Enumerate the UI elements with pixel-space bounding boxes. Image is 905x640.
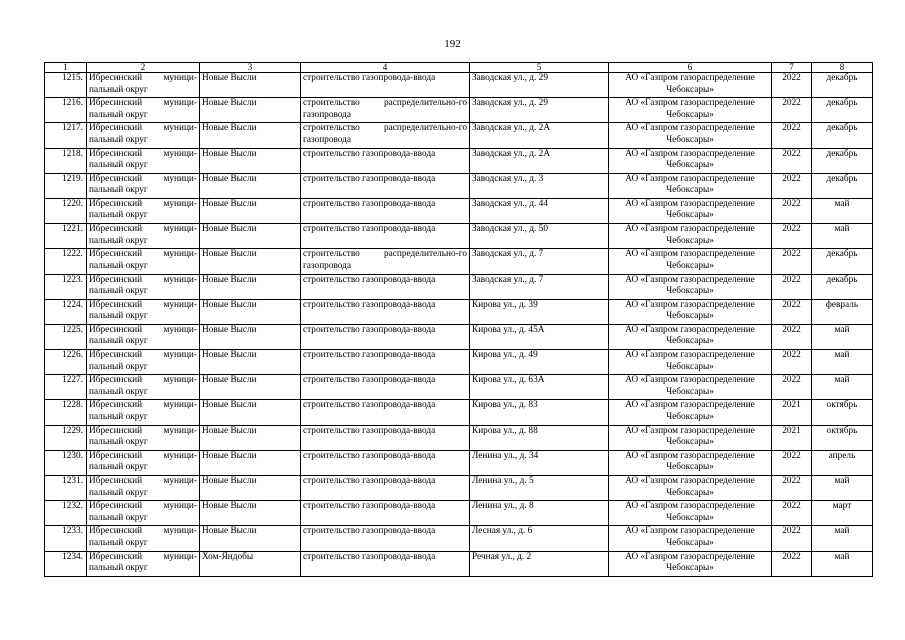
month-cell: май <box>812 551 873 576</box>
municipality-cell <box>87 350 200 375</box>
row-number: 1219. <box>45 173 87 198</box>
municipality-line-1: Ибресинский муници- <box>89 526 197 537</box>
year-cell: 2022 <box>772 249 812 274</box>
table-row <box>45 400 873 425</box>
settlement-cell: Новые Высли <box>200 476 301 501</box>
year-cell: 2022 <box>772 476 812 501</box>
row-number: 1215. <box>45 73 87 98</box>
municipality-cell <box>87 299 200 324</box>
month-cell: май <box>812 526 873 551</box>
table-row <box>45 551 873 576</box>
organization-cell: АО «Газпром газораспределение Чебоксары» <box>609 173 772 198</box>
address-cell: Заводская ул., д. 2А <box>470 123 609 148</box>
gas-works-table <box>44 62 873 577</box>
settlement-cell: Новые Высли <box>200 98 301 123</box>
row-number: 1225. <box>45 324 87 349</box>
address-cell: Кирова ул., д. 49 <box>470 350 609 375</box>
table-row <box>45 476 873 501</box>
month-cell: май <box>812 375 873 400</box>
row-number: 1221. <box>45 224 87 249</box>
month-cell: март <box>812 501 873 526</box>
work-type-cell: строительство газопровода-ввода <box>301 476 470 501</box>
table-row <box>45 198 873 223</box>
organization-cell: АО «Газпром газораспределение Чебоксары» <box>609 98 772 123</box>
organization-cell: АО «Газпром газораспределение Чебоксары» <box>609 198 772 223</box>
year-cell: 2022 <box>772 173 812 198</box>
municipality-cell <box>87 375 200 400</box>
municipality-line-1: Ибресинский муници- <box>89 274 197 285</box>
table-row <box>45 375 873 400</box>
municipality-cell <box>87 501 200 526</box>
municipality-cell <box>87 148 200 173</box>
organization-cell: АО «Газпром газораспределение Чебоксары» <box>609 375 772 400</box>
month-cell: декабрь <box>812 123 873 148</box>
month-cell: декабрь <box>812 73 873 98</box>
month-cell: декабрь <box>812 274 873 299</box>
municipality-line-1: Ибресинский муници- <box>89 450 197 461</box>
row-number: 1234. <box>45 551 87 576</box>
municipality-line-1: Ибресинский муници- <box>89 198 197 209</box>
address-cell: Ленина ул., д. 34 <box>470 450 609 475</box>
settlement-cell: Новые Высли <box>200 73 301 98</box>
settlement-cell: Новые Высли <box>200 274 301 299</box>
settlement-cell: Новые Высли <box>200 501 301 526</box>
municipality-line-2: пальный округ <box>89 260 148 271</box>
settlement-cell: Новые Высли <box>200 148 301 173</box>
work-type-cell: строительство распределительно-го газопровода <box>301 98 470 123</box>
year-cell: 2021 <box>772 400 812 425</box>
municipality-line-1: Ибресинский муници- <box>89 98 197 109</box>
address-cell: Кирова ул., д. 45А <box>470 324 609 349</box>
organization-cell: АО «Газпром газораспределение Чебоксары» <box>609 476 772 501</box>
municipality-cell <box>87 476 200 501</box>
address-cell: Заводская ул., д. 2А <box>470 148 609 173</box>
municipality-line-2: пальный округ <box>89 109 148 120</box>
address-cell: Лесная ул., д. 6 <box>470 526 609 551</box>
municipality-line-2: пальный округ <box>89 462 148 473</box>
organization-cell: АО «Газпром газораспределение Чебоксары» <box>609 526 772 551</box>
address-cell: Кирова ул., д. 39 <box>470 299 609 324</box>
row-number: 1233. <box>45 526 87 551</box>
month-cell: апрель <box>812 450 873 475</box>
year-cell: 2022 <box>772 551 812 576</box>
work-type-cell: строительство газопровода-ввода <box>301 551 470 576</box>
table-row <box>45 324 873 349</box>
month-cell: октябрь <box>812 400 873 425</box>
municipality-line-2: пальный округ <box>89 512 148 523</box>
address-cell: Заводская ул., д. 29 <box>470 98 609 123</box>
municipality-line-2: пальный округ <box>89 235 148 246</box>
address-cell: Заводская ул., д. 29 <box>470 73 609 98</box>
year-cell: 2022 <box>772 148 812 173</box>
row-number: 1231. <box>45 476 87 501</box>
municipality-line-1: Ибресинский муници- <box>89 249 197 260</box>
row-number: 1218. <box>45 148 87 173</box>
month-cell: май <box>812 350 873 375</box>
table-row <box>45 98 873 123</box>
municipality-line-2: пальный округ <box>89 286 148 296</box>
work-type-cell: строительство распределительно-го газопровода <box>301 249 470 274</box>
organization-cell: АО «Газпром газораспределение Чебоксары» <box>609 224 772 249</box>
municipality-line-1: Ибресинский муници- <box>89 350 197 361</box>
municipality-line-2: пальный округ <box>89 185 148 196</box>
address-cell: Заводская ул., д. 7 <box>470 274 609 299</box>
municipality-cell <box>87 224 200 249</box>
work-type-cell: строительство газопровода-ввода <box>301 400 470 425</box>
month-cell: май <box>812 198 873 223</box>
year-cell: 2022 <box>772 450 812 475</box>
municipality-cell <box>87 73 200 98</box>
column-header: 7 <box>772 63 812 73</box>
municipality-cell <box>87 400 200 425</box>
municipality-cell <box>87 450 200 475</box>
municipality-line-2: пальный округ <box>89 160 148 171</box>
year-cell: 2021 <box>772 425 812 450</box>
organization-cell: АО «Газпром газораспределение Чебоксары» <box>609 400 772 425</box>
municipality-cell <box>87 249 200 274</box>
row-number: 1223. <box>45 274 87 299</box>
settlement-cell: Новые Высли <box>200 123 301 148</box>
year-cell: 2022 <box>772 324 812 349</box>
municipality-line-1: Ибресинский муници- <box>89 551 197 562</box>
row-number: 1224. <box>45 299 87 324</box>
month-cell: декабрь <box>812 173 873 198</box>
address-cell: Заводская ул., д. 7 <box>470 249 609 274</box>
table-row <box>45 425 873 450</box>
year-cell: 2022 <box>772 299 812 324</box>
municipality-line-1: Ибресинский муници- <box>89 375 197 386</box>
row-number: 1227. <box>45 375 87 400</box>
row-number: 1222. <box>45 249 87 274</box>
work-type-cell: строительство газопровода-ввода <box>301 173 470 198</box>
work-type-cell: строительство газопровода-ввода <box>301 450 470 475</box>
municipality-line-2: пальный округ <box>89 361 148 372</box>
address-cell: Кирова ул., д. 88 <box>470 425 609 450</box>
table-row <box>45 501 873 526</box>
column-header: 2 <box>87 63 200 73</box>
work-type-cell: строительство газопровода-ввода <box>301 425 470 450</box>
municipality-line-1: Ибресинский муници- <box>89 476 197 486</box>
month-cell: декабрь <box>812 249 873 274</box>
municipality-cell <box>87 425 200 450</box>
work-type-cell: строительство распределительно-го газопровода <box>301 123 470 148</box>
municipality-cell <box>87 551 200 576</box>
row-number: 1229. <box>45 425 87 450</box>
municipality-line-2: пальный округ <box>89 134 148 145</box>
row-number: 1220. <box>45 198 87 223</box>
column-header: 6 <box>609 63 772 73</box>
month-cell: октябрь <box>812 425 873 450</box>
municipality-line-1: Ибресинский муници- <box>89 299 197 310</box>
settlement-cell: Новые Высли <box>200 198 301 223</box>
municipality-line-2: пальный округ <box>89 84 148 95</box>
table-row <box>45 224 873 249</box>
settlement-cell: Хом-Яндобы <box>200 551 301 576</box>
municipality-cell <box>87 123 200 148</box>
month-cell: декабрь <box>812 98 873 123</box>
year-cell: 2022 <box>772 350 812 375</box>
table-row <box>45 350 873 375</box>
address-cell: Кирова ул., д. 83 <box>470 400 609 425</box>
settlement-cell: Новые Высли <box>200 450 301 475</box>
municipality-cell <box>87 198 200 223</box>
municipality-line-2: пальный округ <box>89 311 148 322</box>
settlement-cell: Новые Высли <box>200 324 301 349</box>
municipality-cell <box>87 98 200 123</box>
table-row <box>45 526 873 551</box>
table-row <box>45 173 873 198</box>
header-row <box>45 63 873 73</box>
organization-cell: АО «Газпром газораспределение Чебоксары» <box>609 123 772 148</box>
address-cell: Ленина ул., д. 8 <box>470 501 609 526</box>
work-type-cell: строительство газопровода-ввода <box>301 274 470 299</box>
work-type-cell: строительство газопровода-ввода <box>301 526 470 551</box>
municipality-cell <box>87 274 200 299</box>
settlement-cell: Новые Высли <box>200 299 301 324</box>
work-type-cell: строительство газопровода-ввода <box>301 73 470 98</box>
organization-cell: АО «Газпром газораспределение Чебоксары» <box>609 148 772 173</box>
work-type-cell: строительство газопровода-ввода <box>301 148 470 173</box>
municipality-line-2: пальный округ <box>89 210 148 221</box>
municipality-line-2: пальный округ <box>89 437 148 448</box>
table-row <box>45 299 873 324</box>
column-header: 5 <box>470 63 609 73</box>
organization-cell: АО «Газпром газораспределение Чебоксары» <box>609 501 772 526</box>
municipality-line-2: пальный округ <box>89 563 148 574</box>
address-cell: Заводская ул., д. 3 <box>470 173 609 198</box>
year-cell: 2022 <box>772 198 812 223</box>
table-row <box>45 73 873 98</box>
municipality-line-2: пальный округ <box>89 386 148 397</box>
municipality-line-1: Ибресинский муници- <box>89 73 197 83</box>
settlement-cell: Новые Высли <box>200 526 301 551</box>
work-type-cell: строительство газопровода-ввода <box>301 375 470 400</box>
municipality-line-1: Ибресинский муници- <box>89 224 197 235</box>
organization-cell: АО «Газпром газораспределение Чебоксары» <box>609 450 772 475</box>
address-cell: Речная ул., д. 2 <box>470 551 609 576</box>
municipality-line-1: Ибресинский муници- <box>89 425 197 436</box>
organization-cell: АО «Газпром газораспределение Чебоксары» <box>609 249 772 274</box>
municipality-line-2: пальный округ <box>89 537 148 548</box>
municipality-line-1: Ибресинский муници- <box>89 400 197 411</box>
month-cell: декабрь <box>812 148 873 173</box>
organization-cell: АО «Газпром газораспределение Чебоксары» <box>609 274 772 299</box>
organization-cell: АО «Газпром газораспределение Чебоксары» <box>609 551 772 576</box>
work-type-cell: строительство газопровода-ввода <box>301 224 470 249</box>
municipality-line-1: Ибресинский муници- <box>89 501 197 512</box>
column-header: 1 <box>45 63 87 73</box>
month-cell: февраль <box>812 299 873 324</box>
work-type-cell: строительство газопровода-ввода <box>301 350 470 375</box>
table-row <box>45 148 873 173</box>
row-number: 1216. <box>45 98 87 123</box>
settlement-cell: Новые Высли <box>200 249 301 274</box>
year-cell: 2022 <box>772 375 812 400</box>
settlement-cell: Новые Высли <box>200 425 301 450</box>
settlement-cell: Новые Высли <box>200 350 301 375</box>
row-number: 1232. <box>45 501 87 526</box>
organization-cell: АО «Газпром газораспределение Чебоксары» <box>609 73 772 98</box>
municipality-line-2: пальный округ <box>89 411 148 422</box>
municipality-cell <box>87 173 200 198</box>
month-cell: май <box>812 324 873 349</box>
year-cell: 2022 <box>772 98 812 123</box>
work-type-cell: строительство газопровода-ввода <box>301 501 470 526</box>
year-cell: 2022 <box>772 73 812 98</box>
address-cell: Ленина ул., д. 5 <box>470 476 609 501</box>
row-number: 1230. <box>45 450 87 475</box>
page-number: 192 <box>444 38 461 50</box>
table-row <box>45 123 873 148</box>
table-row <box>45 249 873 274</box>
table-row <box>45 274 873 299</box>
organization-cell: АО «Газпром газораспределение Чебоксары» <box>609 350 772 375</box>
settlement-cell: Новые Высли <box>200 375 301 400</box>
municipality-line-1: Ибресинский муници- <box>89 173 197 184</box>
municipality-line-2: пальный округ <box>89 487 148 498</box>
work-type-cell: строительство газопровода-ввода <box>301 198 470 223</box>
address-cell: Заводская ул., д. 44 <box>470 198 609 223</box>
work-type-cell: строительство газопровода-ввода <box>301 299 470 324</box>
work-type-cell: строительство газопровода-ввода <box>301 324 470 349</box>
organization-cell: АО «Газпром газораспределение Чебоксары» <box>609 324 772 349</box>
municipality-line-1: Ибресинский муници- <box>89 123 197 134</box>
municipality-line-2: пальный округ <box>89 336 148 347</box>
address-cell: Кирова ул., д. 63А <box>470 375 609 400</box>
row-number: 1217. <box>45 123 87 148</box>
column-header: 3 <box>200 63 301 73</box>
settlement-cell: Новые Высли <box>200 173 301 198</box>
organization-cell: АО «Газпром газораспределение Чебоксары» <box>609 425 772 450</box>
column-header: 8 <box>812 63 873 73</box>
month-cell: май <box>812 476 873 501</box>
column-header: 4 <box>301 63 470 73</box>
row-number: 1226. <box>45 350 87 375</box>
municipality-line-1: Ибресинский муници- <box>89 148 197 159</box>
municipality-cell <box>87 324 200 349</box>
organization-cell: АО «Газпром газораспределение Чебоксары» <box>609 299 772 324</box>
year-cell: 2022 <box>772 526 812 551</box>
settlement-cell: Новые Высли <box>200 224 301 249</box>
settlement-cell: Новые Высли <box>200 400 301 425</box>
year-cell: 2022 <box>772 123 812 148</box>
address-cell: Заводская ул., д. 50 <box>470 224 609 249</box>
municipality-line-1: Ибресинский муници- <box>89 324 197 335</box>
municipality-cell <box>87 526 200 551</box>
year-cell: 2022 <box>772 224 812 249</box>
table-row <box>45 450 873 475</box>
year-cell: 2022 <box>772 501 812 526</box>
year-cell: 2022 <box>772 274 812 299</box>
month-cell: май <box>812 224 873 249</box>
row-number: 1228. <box>45 400 87 425</box>
